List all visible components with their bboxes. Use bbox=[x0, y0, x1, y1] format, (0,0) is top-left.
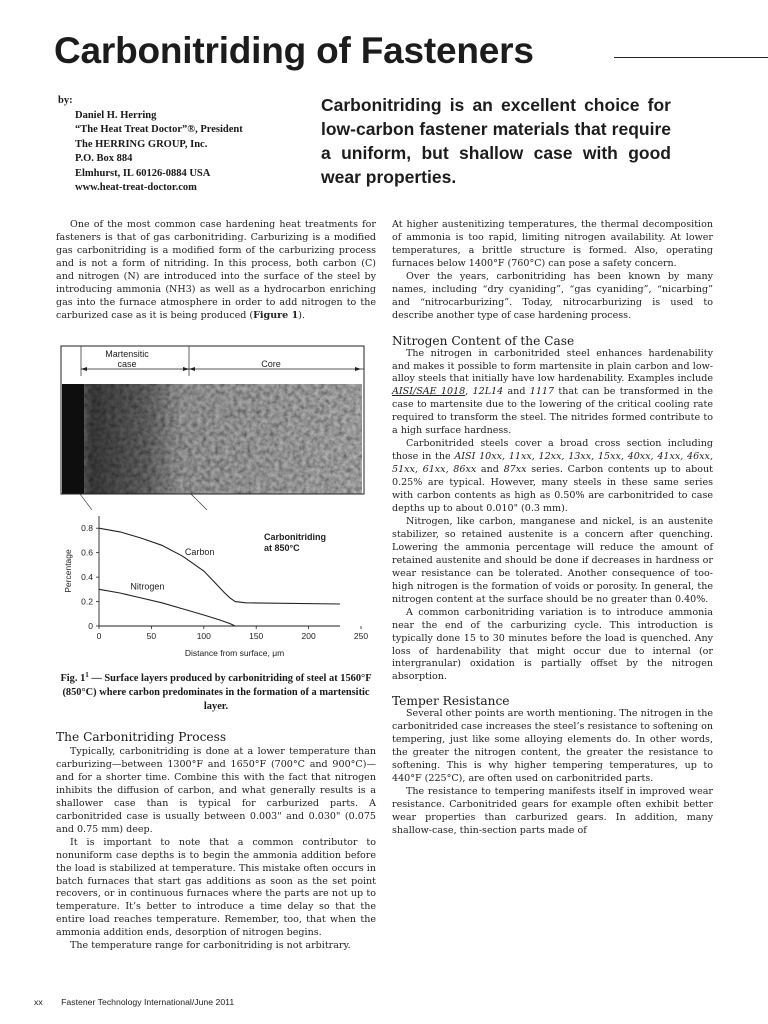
right-paragraph-1: At higher austenitizing temperatures, the thermal decomposition of ammonia is too rapid, limiting nitrogen availability. At lower temperatures, a brittle structure is formed. Also, operating furnaces below 1400°F (760°C) can pose a safety concern. bbox=[392, 219, 713, 269]
nitrogen-paragraph-1: The nitrogen in carbonitrided steel enhances hardenability and makes it possible to form martensite in plain carbon and low-alloy steels that initially have low hardenability. Examples include AISI/SAE 1018, 12L14 and 1117 that can be transformed in the case to martensite due to the lowering of the critical cooling rate required to transform the steel. The nitrides formed contribute to a high surface hardness. bbox=[392, 347, 713, 437]
byline-label: by: bbox=[58, 95, 73, 106]
micro-label-case-line1: Martensitic bbox=[105, 349, 149, 359]
temper-paragraph-1: Several other points are worth mentioning. The nitrogen in the carbonitrided case increases the steel’s resistance to softening on tempering, just like some alloying elements do. In other words, the greater the nitrogen content, the greater the resistance to softening. This is why higher tempering temperatures, up to 440°F (225°C), are often used on carbonitrided parts. bbox=[392, 708, 713, 785]
x-tick-label: 0 bbox=[96, 631, 102, 641]
x-tick-label: 150 bbox=[249, 631, 264, 641]
series-label-carbon: Carbon bbox=[184, 547, 215, 558]
process-paragraph-1: Typically, carbonitriding is done at a lower temperature than carburizing—between 1300°F and 1650°F (700°C and 900°C)—and for a shorter time. Combine this with the fact that nitrogen inhibits the diffusion of carbon, and what generally results is a shallower case than is typical for carburized parts. A carbonitrided case is usually between 0.003" and 0.030" (0.075 and 0.75 mm) deep. bbox=[56, 746, 376, 835]
x-tick-label: 50 bbox=[146, 631, 157, 641]
article-deck: Carbonitriding is an excellent choice for low-carbon fastener materials that require a uniform, but shallow case with good wear properties. bbox=[321, 95, 671, 187]
y-tick-label: 0.2 bbox=[81, 596, 93, 607]
process-body bbox=[56, 746, 376, 953]
page-footer bbox=[34, 997, 234, 1007]
figure-1 bbox=[61, 346, 369, 664]
author-title: “The Heat Treat Doctor”®, President bbox=[75, 124, 243, 135]
x-tick-label: 100 bbox=[196, 631, 211, 641]
micro-label-core: Core bbox=[261, 359, 281, 369]
y-tick-label: 0 bbox=[88, 621, 93, 631]
chart-title-line2: at 850°C bbox=[264, 543, 300, 553]
y-axis-title: Percentage bbox=[63, 549, 73, 593]
author-pobox: P.O. Box 884 bbox=[75, 153, 133, 164]
micro-label-case-line2: case bbox=[117, 359, 137, 369]
process-paragraph-2: It is important to note that a common contributor to nonuniform case depths is to begin the ammonia addition before the load is stabilized at temperature. This mistake often occurs in batch furnaces that start gas additions as soon as the set point recovers, or in continuous furnaces where the parts are not up to temperature. It’s better to introduce a time delay so that the entire load reaches temperature. Remember, too, that when the ammonia addition ends, desorption of nitrogen begins. bbox=[56, 836, 376, 939]
author-company: The HERRING GROUP, Inc. bbox=[75, 138, 208, 150]
nitrogen-paragraph-3: Nitrogen, like carbon, manganese and nickel, is an austenite stabilizer, so retained austenite is a concern after quenching. Lowering the ammonia percentage will reduce the amount of retained austenite and should be done if decreases in hardness or wear resistance can be tolerated. Another consequence of too-high nitrogen is the formation of voids or porosity. In general, the nitrogen content at the surface should be no greater than 0.40%. bbox=[392, 515, 713, 605]
chart-title-line1: Carbonitriding bbox=[264, 532, 326, 542]
left-column bbox=[56, 219, 376, 323]
right-paragraph-2: Over the years, carbonitriding has been known by many names, including “dry cyaniding”, “gas cyaniding”, “nicarbing” and “nitrocarburizing”. Today, nitrocarburizing is used to describe another type of case hardening process. bbox=[392, 270, 713, 321]
y-tick-label: 0.6 bbox=[81, 547, 93, 558]
temper-heading: Temper Resistance bbox=[392, 694, 510, 709]
x-tick-label: 250 bbox=[353, 631, 369, 641]
page-number: xx bbox=[34, 997, 43, 1007]
author-name: Daniel H. Herring bbox=[75, 109, 157, 121]
process-section bbox=[56, 731, 376, 744]
y-tick-label: 0.4 bbox=[81, 572, 93, 583]
y-tick-label: 0.8 bbox=[81, 523, 93, 534]
intro-paragraph: One of the most common case hardening heat treatments for fasteners is that of gas carbonitriding. Carburizing is a modified gas carbonitriding is a modified form of the carburizing process and is not a form of nitriding. In this process, both carbon (C) and nitrogen (N) are introduced into the surface of the steel by introducing ammonia (NH3) as well as a hydrocarbon enriching gas into the furnace atmosphere in order to add nitrogen to the carburized case as it is being produced (Figure 1). bbox=[56, 219, 376, 321]
author-byline bbox=[58, 94, 243, 196]
right-column bbox=[392, 219, 713, 838]
author-website: www.heat-treat-doctor.com bbox=[75, 182, 197, 193]
process-paragraph-3: The temperature range for carbonitriding is not arbitrary. bbox=[70, 940, 351, 952]
micrograph-surface-edge bbox=[62, 384, 84, 494]
x-axis-title: Distance from surface, μm bbox=[184, 648, 285, 658]
series-label-nitrogen: Nitrogen bbox=[130, 581, 165, 592]
journal-issue: Fastener Technology International/June 2011 bbox=[61, 997, 235, 1007]
process-heading: The Carbonitriding Process bbox=[56, 730, 227, 744]
nitrogen-paragraph-4: A common carbonitriding variation is to introduce ammonia near the end of the carburizing cycle. This introduction is typically done 15 to 30 minutes before the load is quenched. Any loss of hardenability that might occur due to internal (or intergranular) oxidation is partially offset by the nitrogen absorption. bbox=[392, 606, 713, 683]
author-city: Elmhurst, IL 60126-0884 USA bbox=[75, 167, 211, 179]
micrograph-case-shading bbox=[62, 384, 362, 494]
nitrogen-paragraph-2: Carbonitrided steels cover a broad cross section including those in the AISI 10xx, 11xx, 12xx, 13xx, 15xx, 40xx, 41xx, 46xx, 51xx, 61xx, 86xx and 87xx series. Carbon contents up to about 0.25% are typical. However, many steels in these same series with carbon contents as high as 0.50% are carbonitrided to case depths up to about 0.010" (0.3 mm). bbox=[392, 438, 713, 515]
article-title: Carbonitriding of Fasteners bbox=[54, 30, 534, 71]
title-rule bbox=[614, 57, 768, 58]
figure-1-caption: Fig. $1^1$ — Surface layers produced by carbonitriding of steel at 1560°F (850°C) where carbon predominates in the formation of a martensitic layer. bbox=[60, 671, 372, 712]
x-tick-label: 200 bbox=[301, 631, 316, 641]
nitrogen-heading: Nitrogen Content of the Case bbox=[392, 333, 575, 348]
temper-paragraph-2: The resistance to tempering manifests itself in improved wear resistance. Carbonitrided gears for example often exhibit better wear properties than carburized gears. In addition, many shallow-case, thin-section parts made of bbox=[392, 786, 713, 836]
